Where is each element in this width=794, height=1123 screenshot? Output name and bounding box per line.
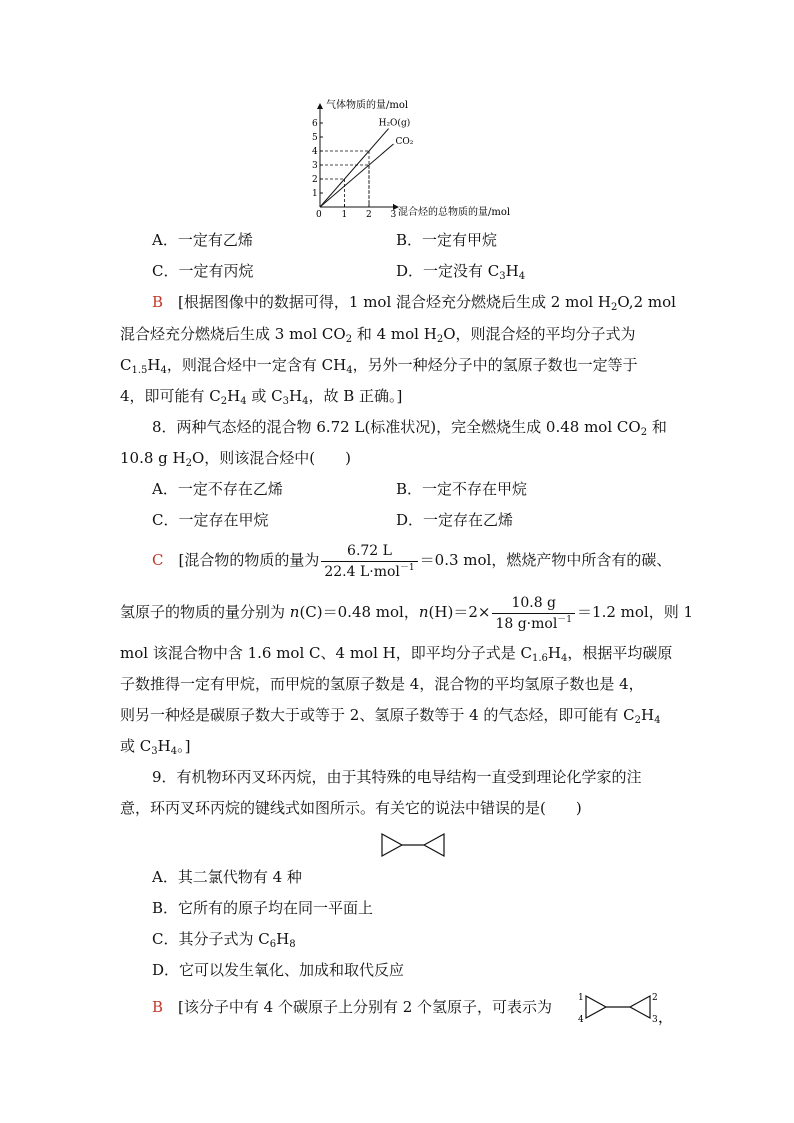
x-tick-label: 0 (316, 210, 322, 220)
q8-answer: C (152, 551, 164, 569)
q8-stem-line-2: 10.8 g $H_2O$，则该混合烃中( ) (120, 449, 352, 469)
x-tick-label: 3 (390, 210, 397, 220)
fraction-10-8: $\frac{10.8 g}{18 g\cdot mol^{-1}}$ (492, 595, 575, 632)
q8-option-d: D．一定存在乙烯 (396, 511, 514, 529)
carbon-label-4: 4 (578, 1015, 584, 1025)
carbon-label-1: 1 (578, 993, 584, 1003)
y-tick-label: 5 (312, 133, 318, 143)
q8-explanation-line-3: mol 该混合物中含 1.6 mol C、4 mol H，即平均分子式是 $C_{1.6}H_4$，根据平均碳原 (120, 644, 673, 664)
series-line-h2o (320, 129, 389, 207)
y-tick-label: 4 (312, 147, 318, 157)
x-axis-label: 混合烃的总物质的量/mol (398, 207, 511, 218)
x-tick-label: 1 (341, 210, 348, 220)
q9-stem-line-1: 9．有机物环丙叉环丙烷，由于其特殊的电导结构一直受到理论化学家的注 (152, 768, 642, 786)
q7-option-a: A．一定有乙烯 (152, 231, 253, 249)
y-axis-label: 气体物质的量/mol (326, 100, 409, 111)
q8-explanation-line-6: 或 $C_3H_4$。] (120, 737, 191, 757)
gas-amount-chart (0, 0, 794, 230)
q9-explanation-line-1: B [该分子中有 4 个碳原子上分别有 2 个氢原子，可表示为 (152, 998, 553, 1016)
y-tick-label: 1 (312, 189, 318, 199)
q7-explanation-line-3: $C_{1.5}H_4$，则混合烃中一定含有 $CH_4$，另外一种烃分子中的氢原子数也一定等于 (120, 356, 638, 376)
q8-explanation-line-4: 子数推得一定有甲烷，而甲烷的氢原子数是 4，混合物的平均氢原子数也是 4， (120, 675, 644, 693)
q7-option-d: D．一定没有 $C_3H_4$ (396, 262, 526, 282)
q9-answer: B (152, 998, 164, 1016)
q8-explanation-line-1: C [混合物的物质的量为 $\frac{6.72 L}{22.4 L\cdot mol^{-1}}$ ＝0.3 mol，燃烧产物中所含有的碳、 (152, 542, 672, 580)
series-label-h2o: H₂O(g) (378, 118, 411, 129)
q9-stem-line-2: 意，环丙叉环丙烷的键线式如图所示。有关它的说法中错误的是( ) (120, 799, 582, 817)
q9-option-b: B．它所有的原子均在同一平面上 (152, 899, 374, 917)
fraction-6-72: $\frac{6.72 L}{22.4 L\cdot mol^{-1}}$ (321, 543, 417, 580)
y-tick-label: 6 (312, 119, 318, 129)
q7-option-b: B．一定有甲烷 (396, 231, 498, 249)
q9-option-c: C．其分子式为 $C_6H_8$ (152, 930, 296, 950)
cyclopropylidene-cyclopropane-structure (380, 832, 448, 858)
q7-answer: B (152, 293, 164, 311)
numbered-structure (576, 988, 674, 1026)
q8-stem-line-1: 8．两种气态烃的混合物 6.72 L(标准状况)，完全燃烧生成 0.48 mol $CO_2$ 和 (152, 418, 667, 438)
q7-explanation-line-4: 4，即可能有 $C_2H_4$ 或 $C_3H_4$，故 B 正确。] (120, 387, 403, 407)
y-tick-label: 3 (312, 161, 318, 171)
q9-option-d: D．它可以发生氧化、加成和取代反应 (152, 961, 405, 979)
trailing-comma: ， (658, 1008, 674, 1026)
q8-explanation-line-2: 氢原子的物质的量分别为 n(C)＝0.48 mol，n(H)＝2× $\frac{10.8 g}{18 g\cdot mol^{-1}}$ ＝1.2 mol，则 1 (120, 594, 694, 632)
q8-explanation-line-5: 则另一种烃是碳原子数大于或等于 2、氢原子数等于 4 的气态烃，即可能有 $C_2H_4$ (120, 706, 661, 726)
x-tick-label: 2 (366, 210, 372, 220)
series-line-co2 (320, 144, 394, 207)
q7-explanation-line-1: B [根据图像中的数据可得，1 mol 混合烃充分燃烧后生成 2 mol $H_2O,2$ mol (152, 293, 676, 313)
carbon-label-3: 3 (652, 1015, 658, 1025)
y-tick-label: 2 (312, 175, 318, 185)
q7-explanation-line-2: 混合烃充分燃烧后生成 3 mol $CO_2$ 和 4 mol $H_2O$，则混合烃的平均分子式为 (120, 325, 636, 345)
q8-option-a: A．一定不存在乙烯 (152, 480, 283, 498)
q8-option-c: C．一定存在甲烷 (152, 511, 269, 529)
q7-option-c: C．一定有丙烷 (152, 262, 254, 280)
series-label-co2: CO₂ (395, 137, 414, 147)
q9-option-a: A．其二氯代物有 4 种 (152, 868, 302, 886)
q8-option-b: B．一定不存在甲烷 (396, 480, 528, 498)
carbon-label-2: 2 (652, 993, 658, 1003)
